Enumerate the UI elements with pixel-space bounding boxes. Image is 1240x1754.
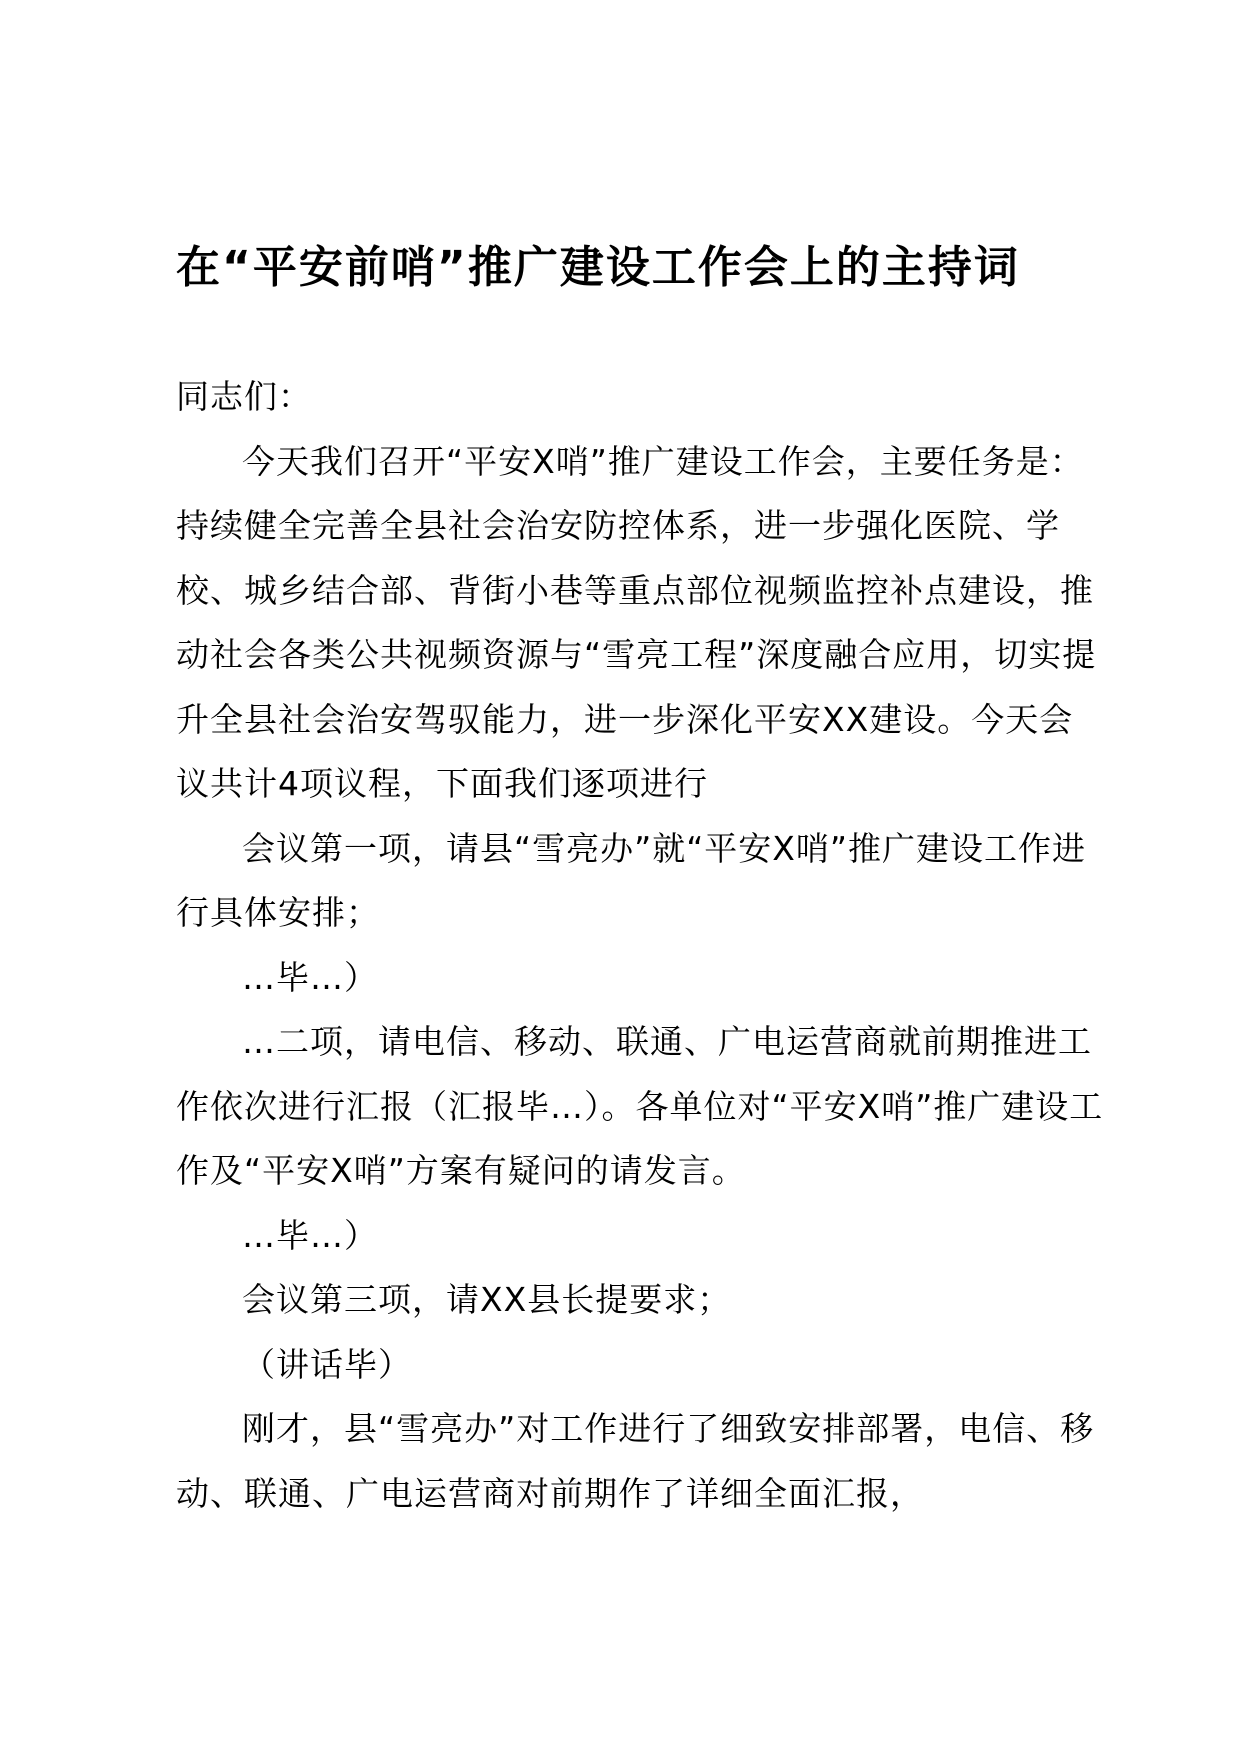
paragraph-agenda-item-2: …二项，请电信、移动、联通、广电运营商就前期推进工作依次进行汇报（汇报毕…）。各单位对“平安X哨”推广建设工作及“平安X哨”方案有疑问的请发言。: [176, 1022, 1104, 1190]
paragraph-note-2: …毕…）: [242, 1215, 378, 1255]
paragraph-agenda-item-3: 会议第三项，请XX县长提要求；: [242, 1280, 732, 1319]
paragraph-opening: 今天我们召开“平安X哨”推广建设工作会，主要任务是：持续健全完善全县社会治安防控体系，进一步强化医院、学校、城乡结合部、背街小巷等重点部位视频监控补点建设，推动社会各类公共视频资源与“雪亮工程”深度融合应用，切实提升全县社会治安驾驭能力，进一步深化平安XX建设。今天会议共计4项议程，下面我们逐项进行: [176, 441, 1097, 803]
paragraph-agenda-item-1: 会议第一项，请县“雪亮办”就“平安X哨”推广建设工作进行具体安排；: [176, 828, 1086, 932]
document-body: [176, 365, 1106, 1526]
paragraph-note-3: （讲话毕）: [242, 1344, 412, 1384]
document-title: 在“平安前哨”推广建设工作会上的主持词: [176, 242, 1020, 293]
paragraph-summary: 刚才，县“雪亮办”对工作进行了细致安排部署，电信、移动、联通、广电运营商对前期作了详细全面汇报，: [176, 1409, 1095, 1513]
salutation: 同志们：: [176, 377, 312, 416]
paragraph-note-1: …毕…）: [242, 957, 378, 997]
